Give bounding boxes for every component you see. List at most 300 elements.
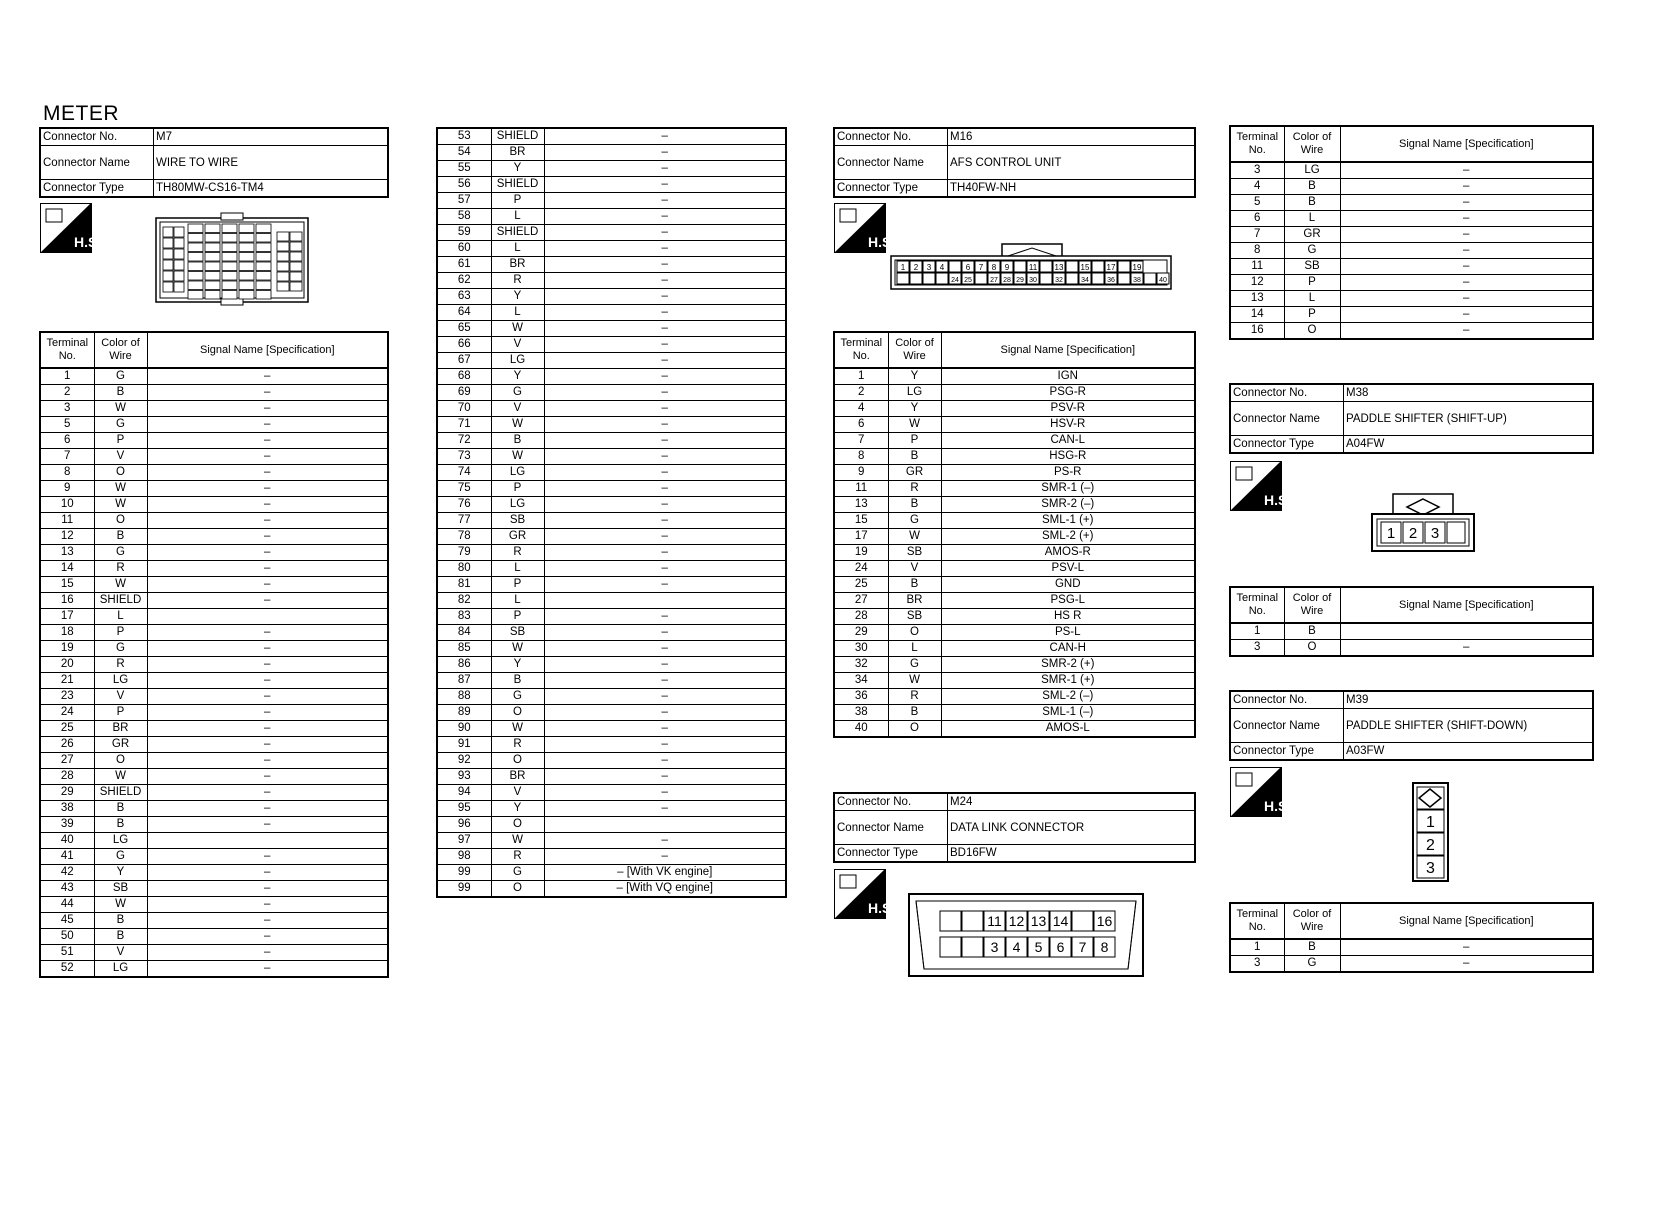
signal-cell: – bbox=[544, 689, 786, 705]
table-row bbox=[437, 337, 786, 353]
table-row bbox=[437, 609, 786, 625]
color-cell: LG bbox=[94, 961, 147, 978]
pin-cavity bbox=[239, 243, 254, 252]
pin-cavity bbox=[163, 238, 173, 248]
table-row bbox=[40, 913, 388, 929]
signal-cell bbox=[544, 817, 786, 833]
pin-cavity bbox=[163, 260, 173, 270]
table-row bbox=[437, 145, 786, 161]
hs-label: H.S. bbox=[868, 900, 896, 916]
color-cell: V bbox=[94, 689, 147, 705]
terminal-cell: 69 bbox=[437, 385, 491, 401]
table-row bbox=[40, 465, 388, 481]
signal-cell: – bbox=[544, 449, 786, 465]
color-cell: GR bbox=[94, 737, 147, 753]
signal-cell: PSV-R bbox=[941, 401, 1195, 417]
color-cell: LG bbox=[1284, 162, 1340, 179]
signal-cell: – bbox=[544, 657, 786, 673]
signal-cell: – bbox=[1340, 259, 1593, 275]
signal-cell: – bbox=[544, 145, 786, 161]
table-row bbox=[834, 625, 1195, 641]
connector-name-value: WIRE TO WIRE bbox=[154, 146, 389, 180]
table-row bbox=[834, 385, 1195, 401]
pin-number: 34 bbox=[1081, 277, 1089, 284]
m16-pin-table bbox=[833, 331, 1196, 738]
signal-cell: – bbox=[544, 385, 786, 401]
table-row bbox=[834, 481, 1195, 497]
terminal-cell: 74 bbox=[437, 465, 491, 481]
table-row bbox=[437, 353, 786, 369]
terminal-cell: 59 bbox=[437, 225, 491, 241]
connector-name-label: Connector Name bbox=[1230, 709, 1344, 743]
pin-cavity bbox=[290, 262, 302, 271]
table-row bbox=[437, 833, 786, 849]
terminal-cell: 80 bbox=[437, 561, 491, 577]
signal-cell: – bbox=[147, 785, 388, 801]
signal-cell: – bbox=[147, 657, 388, 673]
pin-cavity bbox=[163, 282, 173, 292]
color-cell: P bbox=[888, 433, 941, 449]
signal-cell: PS-R bbox=[941, 465, 1195, 481]
color-cell: G bbox=[491, 689, 544, 705]
pin-cavity bbox=[277, 282, 289, 291]
connector-name-value: PADDLE SHIFTER (SHIFT-DOWN) bbox=[1344, 709, 1594, 743]
pin-number: 8 bbox=[991, 263, 997, 272]
table-row bbox=[40, 753, 388, 769]
table-row bbox=[1230, 275, 1593, 291]
signal-cell bbox=[544, 593, 786, 609]
table-row bbox=[437, 545, 786, 561]
pin-cavity bbox=[188, 243, 203, 252]
terminal-cell: 12 bbox=[40, 529, 94, 545]
table-row bbox=[834, 449, 1195, 465]
color-cell: V bbox=[491, 401, 544, 417]
connector-no-label: Connector No. bbox=[1230, 691, 1344, 709]
signal-cell: – bbox=[147, 577, 388, 593]
color-cell: SHIELD bbox=[94, 593, 147, 609]
pin-number: 13 bbox=[1030, 913, 1047, 929]
table-row bbox=[437, 193, 786, 209]
pin-cavity bbox=[239, 291, 254, 300]
color-header: Color of Wire bbox=[94, 332, 147, 368]
terminal-cell: 28 bbox=[834, 609, 888, 625]
table-row bbox=[437, 785, 786, 801]
terminal-cell: 5 bbox=[1230, 195, 1284, 211]
terminal-cell: 85 bbox=[437, 641, 491, 657]
color-cell: O bbox=[491, 817, 544, 833]
terminal-cell: 16 bbox=[1230, 323, 1284, 340]
color-cell: W bbox=[491, 417, 544, 433]
signal-cell: – bbox=[147, 897, 388, 913]
table-row bbox=[1230, 179, 1593, 195]
signal-cell: – bbox=[147, 449, 388, 465]
signal-cell: HSG-R bbox=[941, 449, 1195, 465]
terminal-cell: 88 bbox=[437, 689, 491, 705]
signal-cell: – bbox=[544, 401, 786, 417]
signal-cell: PSV-L bbox=[941, 561, 1195, 577]
color-cell: R bbox=[94, 657, 147, 673]
signal-cell: – bbox=[1340, 291, 1593, 307]
terminal-cell: 27 bbox=[40, 753, 94, 769]
signal-cell: – bbox=[147, 817, 388, 833]
signal-cell: – bbox=[544, 225, 786, 241]
table-row bbox=[1230, 307, 1593, 323]
color-cell: L bbox=[94, 609, 147, 625]
hs-icon bbox=[1230, 767, 1292, 817]
connector-name-value: DATA LINK CONNECTOR bbox=[948, 811, 1196, 845]
m24-connector-diagram bbox=[908, 893, 1144, 977]
signal-cell: – bbox=[147, 961, 388, 978]
color-cell: Y bbox=[491, 289, 544, 305]
color-cell: SB bbox=[1284, 259, 1340, 275]
color-cell: G bbox=[888, 657, 941, 673]
terminal-cell: 63 bbox=[437, 289, 491, 305]
pin-cavity bbox=[188, 224, 203, 233]
color-cell: B bbox=[1284, 179, 1340, 195]
terminal-cell: 13 bbox=[834, 497, 888, 513]
color-cell: P bbox=[491, 481, 544, 497]
pin-cavity bbox=[1092, 273, 1104, 284]
signal-cell: SML-1 (–) bbox=[941, 705, 1195, 721]
signal-cell: – bbox=[544, 753, 786, 769]
signal-cell: GND bbox=[941, 577, 1195, 593]
connector-type-label: Connector Type bbox=[834, 180, 948, 198]
table-row bbox=[1230, 259, 1593, 275]
terminal-cell: 10 bbox=[40, 497, 94, 513]
table-row bbox=[40, 849, 388, 865]
color-cell: W bbox=[94, 897, 147, 913]
m24-info-table bbox=[833, 792, 1196, 863]
terminal-cell: 55 bbox=[437, 161, 491, 177]
pin-cavity bbox=[1118, 261, 1130, 272]
color-cell: O bbox=[888, 721, 941, 738]
color-cell: SB bbox=[888, 545, 941, 561]
signal-cell: IGN bbox=[941, 368, 1195, 385]
color-cell: Y bbox=[94, 865, 147, 881]
table-row bbox=[437, 673, 786, 689]
terminal-cell: 9 bbox=[834, 465, 888, 481]
table-row bbox=[437, 465, 786, 481]
color-cell: P bbox=[94, 433, 147, 449]
signal-header: Signal Name [Specification] bbox=[1340, 126, 1593, 162]
hs-label: H.S. bbox=[1264, 798, 1292, 814]
color-cell: BR bbox=[491, 145, 544, 161]
signal-cell: – bbox=[1340, 243, 1593, 259]
pin-cavity bbox=[277, 272, 289, 281]
color-cell: Y bbox=[491, 801, 544, 817]
connector-name-value: PADDLE SHIFTER (SHIFT-UP) bbox=[1344, 402, 1594, 436]
signal-cell: SML-1 (+) bbox=[941, 513, 1195, 529]
pin-cavity bbox=[1066, 273, 1078, 284]
table-row bbox=[437, 817, 786, 833]
terminal-cell: 73 bbox=[437, 449, 491, 465]
pin-cavity bbox=[174, 238, 184, 248]
pin-cavity bbox=[256, 243, 271, 252]
connector-no-value: M38 bbox=[1344, 384, 1594, 402]
table-row bbox=[437, 401, 786, 417]
signal-cell: – bbox=[544, 177, 786, 193]
color-cell: G bbox=[94, 545, 147, 561]
terminal-cell: 25 bbox=[834, 577, 888, 593]
terminal-cell: 7 bbox=[1230, 227, 1284, 243]
terminal-cell: 54 bbox=[437, 145, 491, 161]
pin-cavity bbox=[256, 253, 271, 262]
table-row bbox=[40, 545, 388, 561]
table-row bbox=[1230, 162, 1593, 179]
table-row bbox=[1230, 623, 1593, 640]
color-cell: B bbox=[888, 705, 941, 721]
color-cell: O bbox=[1284, 640, 1340, 657]
table-row bbox=[437, 865, 786, 881]
terminal-cell: 53 bbox=[437, 128, 491, 145]
terminal-cell: 13 bbox=[40, 545, 94, 561]
hs-icon bbox=[1230, 461, 1292, 511]
table-row bbox=[437, 513, 786, 529]
table-row bbox=[1230, 323, 1593, 340]
color-cell: W bbox=[491, 833, 544, 849]
table-row bbox=[40, 785, 388, 801]
signal-cell: – bbox=[147, 465, 388, 481]
table-row bbox=[40, 673, 388, 689]
terminal-cell: 42 bbox=[40, 865, 94, 881]
signal-cell: – bbox=[544, 801, 786, 817]
terminal-cell: 95 bbox=[437, 801, 491, 817]
signal-cell: – bbox=[147, 641, 388, 657]
color-cell: V bbox=[888, 561, 941, 577]
table-row bbox=[437, 561, 786, 577]
connector-no-value: M24 bbox=[948, 793, 1196, 811]
table-row bbox=[1230, 243, 1593, 259]
color-cell: G bbox=[94, 849, 147, 865]
terminal-cell: 44 bbox=[40, 897, 94, 913]
color-cell: R bbox=[491, 273, 544, 289]
color-cell: P bbox=[1284, 275, 1340, 291]
color-cell: LG bbox=[94, 673, 147, 689]
pin-number: 29 bbox=[1016, 277, 1024, 284]
color-cell: B bbox=[1284, 195, 1340, 211]
signal-header: Signal Name [Specification] bbox=[1340, 903, 1593, 939]
m39-info-table bbox=[1229, 690, 1594, 761]
signal-cell: – [With VQ engine] bbox=[544, 881, 786, 898]
table-row bbox=[437, 225, 786, 241]
color-cell: SB bbox=[94, 881, 147, 897]
pin-cavity bbox=[239, 272, 254, 281]
pin-cavity bbox=[290, 242, 302, 251]
terminal-cell: 14 bbox=[1230, 307, 1284, 323]
signal-cell: – bbox=[544, 513, 786, 529]
signal-cell: PSG-L bbox=[941, 593, 1195, 609]
table-row bbox=[834, 705, 1195, 721]
signal-cell: HS R bbox=[941, 609, 1195, 625]
pin-cavity bbox=[222, 253, 237, 262]
table-row bbox=[40, 705, 388, 721]
m39-pin-table bbox=[1229, 902, 1594, 973]
table-row bbox=[437, 289, 786, 305]
signal-cell: – bbox=[544, 497, 786, 513]
color-cell: L bbox=[1284, 291, 1340, 307]
terminal-cell: 19 bbox=[40, 641, 94, 657]
terminal-cell: 39 bbox=[40, 817, 94, 833]
pin-cavity bbox=[277, 252, 289, 261]
signal-cell: AMOS-L bbox=[941, 721, 1195, 738]
signal-cell: – bbox=[147, 913, 388, 929]
table-row bbox=[437, 305, 786, 321]
terminal-cell: 66 bbox=[437, 337, 491, 353]
pin-number: 32 bbox=[1055, 277, 1063, 284]
terminal-cell: 29 bbox=[40, 785, 94, 801]
table-row bbox=[40, 401, 388, 417]
signal-cell: – bbox=[1340, 307, 1593, 323]
pin-cavity bbox=[1092, 261, 1104, 272]
terminal-cell: 23 bbox=[40, 689, 94, 705]
terminal-cell: 25 bbox=[40, 721, 94, 737]
signal-cell: – bbox=[1340, 323, 1593, 340]
table-row bbox=[1230, 211, 1593, 227]
color-header: Color of Wire bbox=[1284, 126, 1340, 162]
terminal-cell: 3 bbox=[1230, 640, 1284, 657]
table-row bbox=[437, 321, 786, 337]
signal-cell: – bbox=[147, 849, 388, 865]
color-header: Color of Wire bbox=[888, 332, 941, 368]
terminal-cell: 11 bbox=[834, 481, 888, 497]
color-cell: P bbox=[94, 705, 147, 721]
signal-cell: – bbox=[147, 433, 388, 449]
table-row bbox=[437, 849, 786, 865]
table-row bbox=[437, 737, 786, 753]
table-row bbox=[437, 369, 786, 385]
connector-type-value: BD16FW bbox=[948, 845, 1196, 863]
signal-cell: – bbox=[147, 737, 388, 753]
pin-cavity bbox=[188, 262, 203, 271]
color-cell: R bbox=[888, 689, 941, 705]
pin-cavity bbox=[910, 273, 922, 284]
color-cell: SB bbox=[491, 513, 544, 529]
connector-name-label: Connector Name bbox=[40, 146, 154, 180]
color-cell: P bbox=[491, 193, 544, 209]
signal-cell: – bbox=[544, 673, 786, 689]
connector-type-value: A03FW bbox=[1344, 743, 1594, 761]
color-cell: B bbox=[491, 433, 544, 449]
color-cell: R bbox=[491, 849, 544, 865]
pin-cavity bbox=[163, 249, 173, 259]
signal-cell: – bbox=[544, 769, 786, 785]
signal-header: Signal Name [Specification] bbox=[1340, 587, 1593, 623]
terminal-cell: 24 bbox=[40, 705, 94, 721]
table-row bbox=[1230, 291, 1593, 307]
signal-cell: – bbox=[147, 481, 388, 497]
terminal-cell: 6 bbox=[834, 417, 888, 433]
pin-cavity bbox=[239, 281, 254, 290]
terminal-cell: 3 bbox=[40, 401, 94, 417]
pin-number: 19 bbox=[1132, 263, 1142, 272]
pin-number: 6 bbox=[1056, 939, 1065, 955]
signal-cell: – bbox=[544, 193, 786, 209]
m38-pin-table bbox=[1229, 586, 1594, 657]
signal-cell: PSG-R bbox=[941, 385, 1195, 401]
color-cell: W bbox=[491, 721, 544, 737]
table-row bbox=[437, 417, 786, 433]
color-cell: B bbox=[94, 529, 147, 545]
color-cell: V bbox=[94, 945, 147, 961]
table-row bbox=[834, 641, 1195, 657]
pin-cavity bbox=[188, 291, 203, 300]
terminal-cell: 4 bbox=[834, 401, 888, 417]
signal-cell: – bbox=[1340, 939, 1593, 956]
terminal-cell: 62 bbox=[437, 273, 491, 289]
pin-number: 28 bbox=[1003, 277, 1011, 284]
pin-cavity bbox=[277, 242, 289, 251]
signal-cell: – bbox=[147, 529, 388, 545]
signal-cell: SMR-1 (+) bbox=[941, 673, 1195, 689]
terminal-cell: 27 bbox=[834, 593, 888, 609]
color-cell: R bbox=[94, 561, 147, 577]
terminal-cell: 67 bbox=[437, 353, 491, 369]
pin-number: 3 bbox=[1426, 860, 1435, 877]
color-cell: B bbox=[888, 497, 941, 513]
pin-cavity bbox=[290, 232, 302, 241]
terminal-cell: 57 bbox=[437, 193, 491, 209]
table-row bbox=[40, 833, 388, 849]
table-row bbox=[437, 209, 786, 225]
signal-cell: – bbox=[147, 497, 388, 513]
connector-no-label: Connector No. bbox=[834, 793, 948, 811]
terminal-cell: 45 bbox=[40, 913, 94, 929]
color-cell: W bbox=[94, 497, 147, 513]
pin-cavity bbox=[290, 252, 302, 261]
color-cell: O bbox=[94, 513, 147, 529]
terminal-cell: 58 bbox=[437, 209, 491, 225]
table-row bbox=[40, 561, 388, 577]
color-cell: P bbox=[1284, 307, 1340, 323]
pin-cavity bbox=[1014, 261, 1026, 272]
table-row bbox=[834, 593, 1195, 609]
signal-cell: – bbox=[544, 273, 786, 289]
table-row bbox=[834, 529, 1195, 545]
terminal-cell: 91 bbox=[437, 737, 491, 753]
terminal-cell: 83 bbox=[437, 609, 491, 625]
color-cell: W bbox=[491, 321, 544, 337]
pin-number: 9 bbox=[1004, 263, 1010, 272]
signal-cell: – bbox=[1340, 179, 1593, 195]
signal-cell: – bbox=[544, 337, 786, 353]
connector-name-label: Connector Name bbox=[834, 146, 948, 180]
table-row bbox=[437, 689, 786, 705]
color-cell: SB bbox=[491, 625, 544, 641]
color-cell: O bbox=[491, 705, 544, 721]
color-cell: GR bbox=[491, 529, 544, 545]
pin-cavity bbox=[256, 272, 271, 281]
pin-number: 2 bbox=[913, 263, 919, 272]
signal-cell: – bbox=[147, 689, 388, 705]
table-row bbox=[40, 513, 388, 529]
terminal-cell: 6 bbox=[40, 433, 94, 449]
signal-cell: – bbox=[544, 561, 786, 577]
color-cell: W bbox=[491, 449, 544, 465]
signal-cell: HSV-R bbox=[941, 417, 1195, 433]
color-cell: G bbox=[491, 385, 544, 401]
color-cell: Y bbox=[888, 401, 941, 417]
color-cell: R bbox=[888, 481, 941, 497]
pin-cavity bbox=[256, 262, 271, 271]
connector-no-label: Connector No. bbox=[834, 128, 948, 146]
pin-number: 30 bbox=[1029, 277, 1037, 284]
table-row bbox=[40, 497, 388, 513]
terminal-cell: 4 bbox=[1230, 179, 1284, 195]
table-row bbox=[40, 945, 388, 961]
terminal-cell: 19 bbox=[834, 545, 888, 561]
terminal-cell: 51 bbox=[40, 945, 94, 961]
color-cell: BR bbox=[888, 593, 941, 609]
